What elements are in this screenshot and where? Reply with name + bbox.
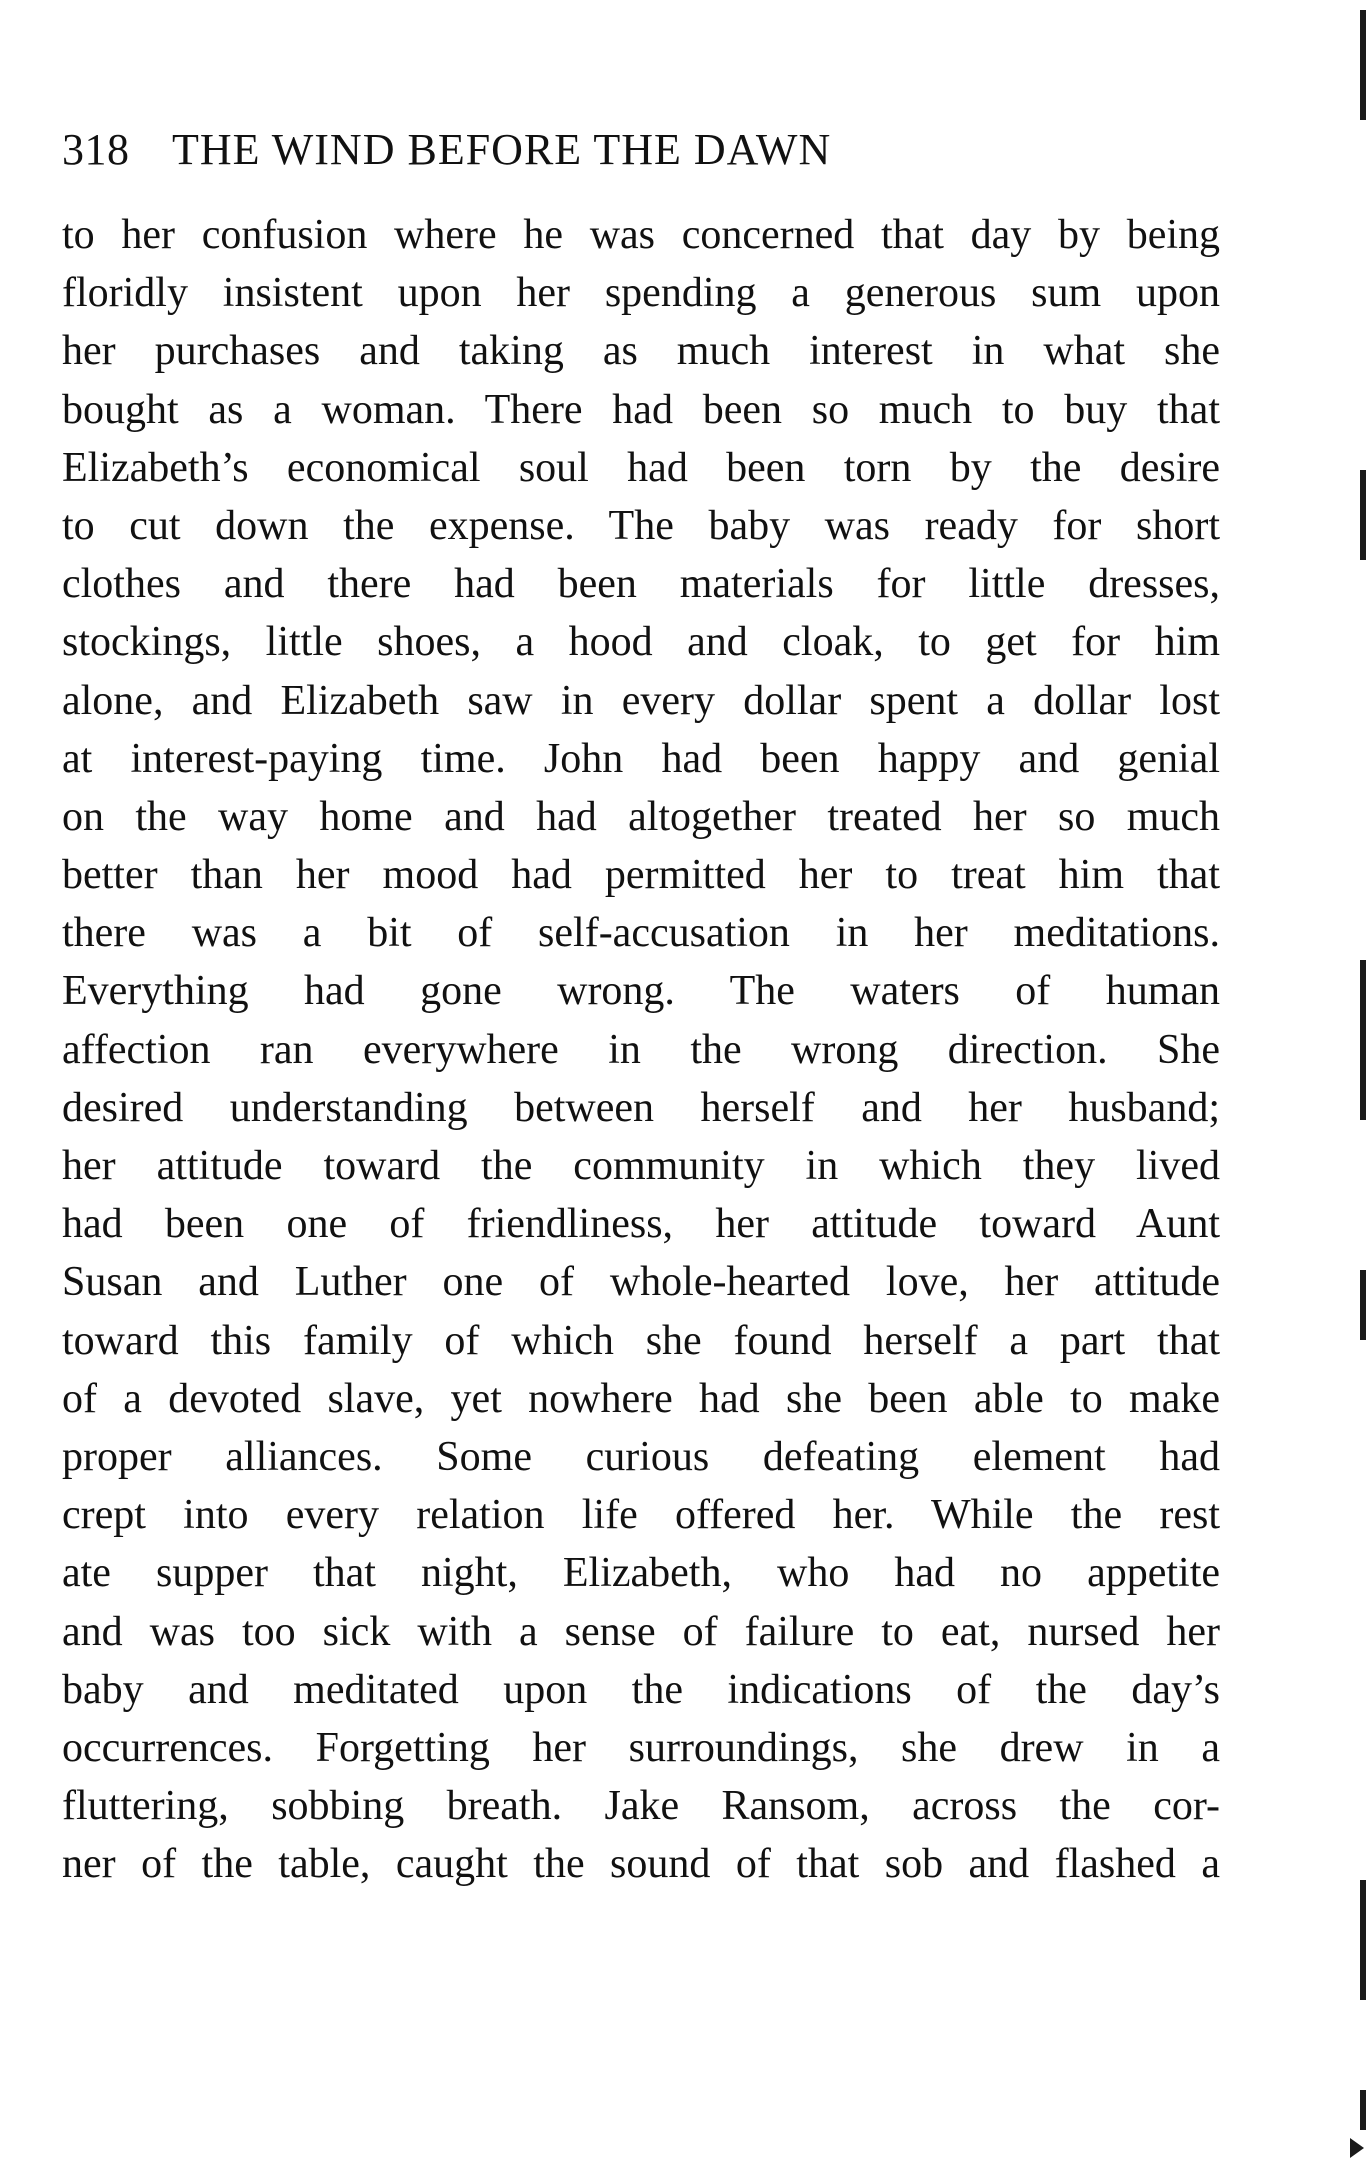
text-line: toward this family of which she found herself a part that bbox=[62, 1317, 1220, 1364]
text-line: fluttering, sobbing breath. Jake Ransom, across the cor- bbox=[62, 1783, 1220, 1830]
page-number: 318 bbox=[62, 125, 130, 174]
text-line: occurrences. Forgetting her surroundings, she drew in a bbox=[62, 1724, 1220, 1771]
text-line: bought as a woman. There had been so much to buy that bbox=[62, 386, 1220, 433]
text-line: Susan and Luther one of whole-hearted love, her attitude bbox=[62, 1259, 1220, 1306]
text-line: Elizabeth’s economical soul had been torn by the desire bbox=[62, 444, 1220, 491]
text-line: affection ran everywhere in the wrong direction. She bbox=[62, 1026, 1220, 1073]
text-line: to her confusion where he was concerned that day by being bbox=[62, 212, 1220, 258]
running-head bbox=[62, 118, 1222, 182]
text-line: ate supper that night, Elizabeth, who had no appetite bbox=[62, 1550, 1220, 1597]
text-line: at interest-paying time. John had been happy and genial bbox=[62, 735, 1220, 782]
text-line: clothes and there had been materials for little dresses, bbox=[62, 561, 1220, 608]
text-line: floridly insistent upon her spending a generous sum upon bbox=[62, 270, 1220, 317]
text-line: better than her mood had permitted her to treat him that bbox=[62, 852, 1220, 899]
text-line: there was a bit of self-accusation in her meditations. bbox=[62, 910, 1220, 957]
text-line: her purchases and taking as much interest in what she bbox=[62, 328, 1220, 375]
text-line: Everything had gone wrong. The waters of human bbox=[62, 968, 1220, 1015]
text-line: had been one of friendliness, her attitude toward Aunt bbox=[62, 1201, 1220, 1248]
corner-triangle-icon bbox=[1350, 2138, 1364, 2158]
text-line: her attitude toward the community in which they lived bbox=[62, 1143, 1220, 1189]
running-title: THE WIND BEFORE THE DAWN bbox=[172, 125, 832, 174]
text-line: desired understanding between herself and her husband; bbox=[62, 1084, 1220, 1131]
text-line: stockings, little shoes, a hood and cloak, to get for him bbox=[62, 619, 1220, 666]
scan-edge-shadow bbox=[1360, 0, 1366, 2166]
text-line: of a devoted slave, yet nowhere had she been able to make bbox=[62, 1375, 1220, 1422]
text-line: on the way home and had altogether treated her so much bbox=[62, 793, 1220, 840]
text-line: baby and meditated upon the indications of the day’s bbox=[62, 1666, 1220, 1713]
text-line: proper alliances. Some curious defeating element had bbox=[62, 1433, 1220, 1480]
text-line: ner of the table, caught the sound of that sob and flashed a bbox=[62, 1841, 1220, 1888]
text-line: crept into every relation life offered her. While the rest bbox=[62, 1492, 1220, 1539]
text-line: to cut down the expense. The baby was ready for short bbox=[62, 502, 1220, 549]
body-text bbox=[62, 206, 1220, 1893]
text-line: and was too sick with a sense of failure to eat, nursed her bbox=[62, 1608, 1220, 1655]
text-line: alone, and Elizabeth saw in every dollar spent a dollar lost bbox=[62, 677, 1220, 724]
